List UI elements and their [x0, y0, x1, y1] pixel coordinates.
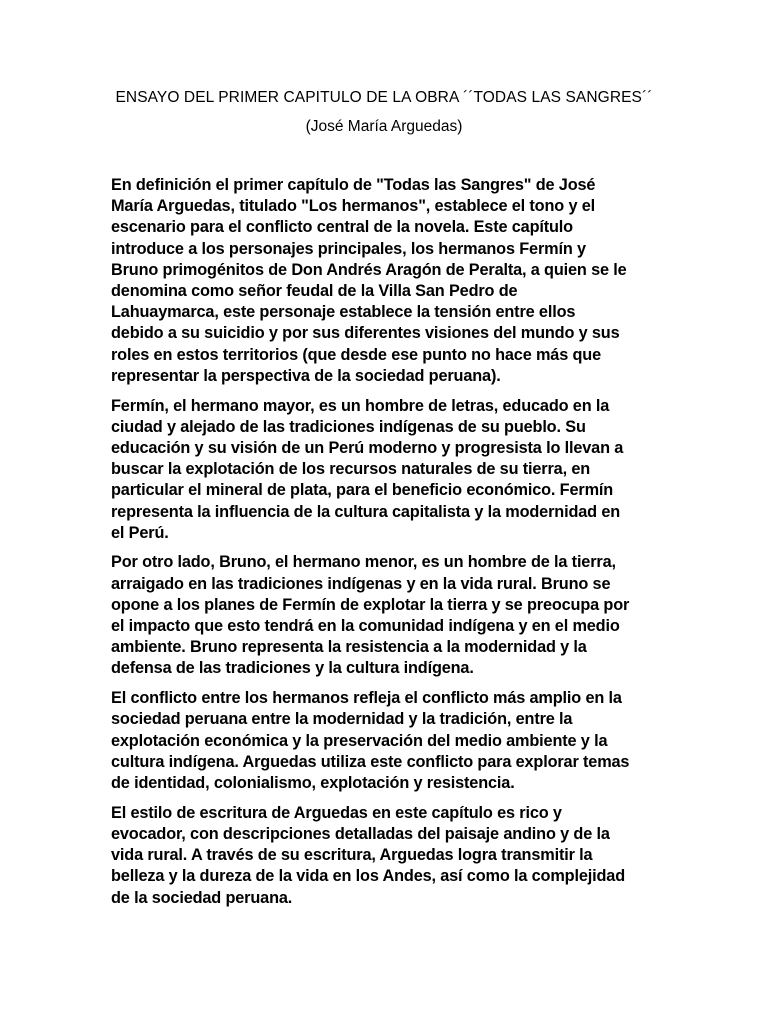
text-line: Fermín, el hermano mayor, es un hombre de letras, educado en la	[111, 396, 610, 415]
text-line: ciudad y alejado de las tradiciones indígenas de su pueblo. Su	[111, 417, 586, 436]
text-line: representa la influencia de la cultura capitalista y la modernidad en	[111, 502, 621, 521]
text-line: particular el mineral de plata, para el beneficio económico. Fermín	[111, 481, 614, 500]
text-line: escenario para el conflicto central de la novela. Este capítulo	[111, 218, 573, 237]
text-line: sociedad peruana entre la modernidad y la tradición, entre la	[111, 710, 573, 729]
paragraph-5	[111, 803, 671, 909]
text-line: ambiente. Bruno representa la resistencia a la modernidad y la	[111, 638, 587, 657]
text-line: explotación económica y la preservación del medio ambiente y la	[111, 731, 608, 750]
text-line: arraigado en las tradiciones indígenas y en la vida rural. Bruno se	[111, 574, 611, 593]
text-line: opone a los planes de Fermín de explotar la tierra y se preocupa por	[111, 595, 630, 614]
text-line: El conflicto entre los hermanos refleja el conflicto más amplio en la	[111, 689, 622, 708]
text-line: el impacto que esto tendrá en la comunidad indígena y en el medio	[111, 617, 620, 636]
document-subtitle: (José María Arguedas)	[305, 118, 463, 135]
text-line: Bruno primogénitos de Don Andrés Aragón de Peralta, a quien se le	[111, 260, 627, 279]
document-title: ENSAYO DEL PRIMER CAPITULO DE LA OBRA ´´TODAS LAS SANGRES´´	[115, 89, 653, 106]
text-line: representar la perspectiva de la sociedad peruana).	[111, 366, 501, 385]
paragraph-3	[111, 552, 671, 679]
text-line: Por otro lado, Bruno, el hermano menor, es un hombre de la tierra,	[111, 553, 616, 572]
text-line: el Perú.	[111, 523, 169, 542]
text-line: introduce a los personajes principales, los hermanos Fermín y	[111, 239, 586, 258]
text-line: de la sociedad peruana.	[111, 888, 293, 907]
text-line: denomina como señor feudal de la Villa San Pedro de	[111, 282, 518, 301]
paragraph-1	[111, 175, 671, 387]
text-line: María Arguedas, titulado "Los hermanos", establece el tono y el	[111, 197, 595, 216]
text-line: cultura indígena. Arguedas utiliza este conflicto para explorar temas	[111, 752, 630, 771]
text-line: vida rural. A través de su escritura, Arguedas logra transmitir la	[111, 846, 593, 865]
text-line: En definición el primer capítulo de "Todas las Sangres" de José	[111, 176, 596, 194]
text-line: evocador, con descripciones detalladas del paisaje andino y de la	[111, 824, 610, 843]
text-line: buscar la explotación de los recursos naturales de su tierra, en	[111, 460, 591, 479]
text-line: de identidad, colonialismo, explotación y resistencia.	[111, 773, 515, 792]
text-line: defensa de las tradiciones y la cultura indígena.	[111, 659, 474, 678]
document-body	[111, 175, 671, 917]
text-line: Lahuaymarca, este personaje establece la tensión entre ellos	[111, 303, 576, 322]
paragraph-2	[111, 396, 671, 544]
text-line: El estilo de escritura de Arguedas en este capítulo es rico y	[111, 803, 562, 822]
text-line: belleza y la dureza de la vida en los Andes, así como la complejidad	[111, 867, 625, 886]
text-line: debido a su suicidio y por sus diferentes visiones del mundo y sus	[111, 324, 620, 343]
paragraph-4	[111, 688, 671, 794]
text-line: educación y su visión de un Perú moderno y progresista lo llevan a	[111, 438, 624, 457]
text-line: roles en estos territorios (que desde ese punto no hace más que	[111, 345, 601, 364]
